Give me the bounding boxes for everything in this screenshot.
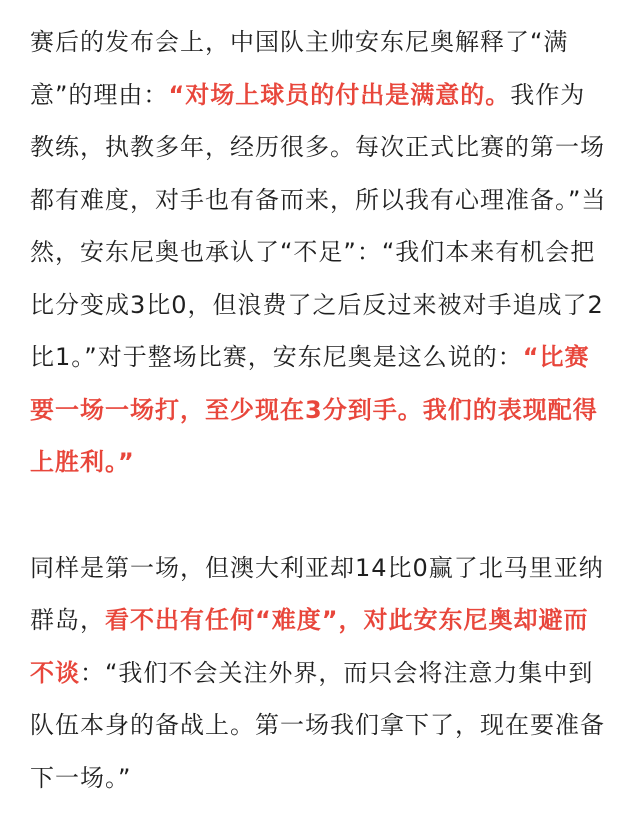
paragraph-1-highlight-quote-a: “对场上球员的付出是满意的。 <box>168 80 511 109</box>
article-paragraph-1 <box>30 16 610 489</box>
paragraph-1-text-b: 我作为教练，执教多年，经历很多。每次正式比赛的第一场都有难度，对手也有备而来，所以我有心理准备。”当然，安东尼奥也承认了“不足”：“我们本来有机会把比分变成3比0，但浪费了之后反过来被对手追成了2比1。”对于整场比赛，安东尼奥是这么说的： <box>30 80 607 371</box>
article-paragraph-2 <box>30 542 610 805</box>
paragraph-1-highlight-quote-b: “比赛要一场一场打，至少现在3分到手。我们的表现配得上胜利。” <box>30 343 598 476</box>
paragraph-2-highlight: 看不出有任何“难度”，对此安东尼奥却避而不谈 <box>30 606 589 687</box>
paragraph-1-text-a: 赛后的发布会上，中国队主帅安东尼奥解释了“满意”的理由： <box>30 28 569 109</box>
paragraph-2-text-b: ：“我们不会关注外界，而只会将注意力集中到队伍本身的备战上。第一场我们拿下了，现在要准备下一场。” <box>30 658 605 792</box>
paragraph-2-text-a: 同样是第一场，但澳大利亚却14比0赢了北马里亚纳群岛， <box>30 553 604 634</box>
